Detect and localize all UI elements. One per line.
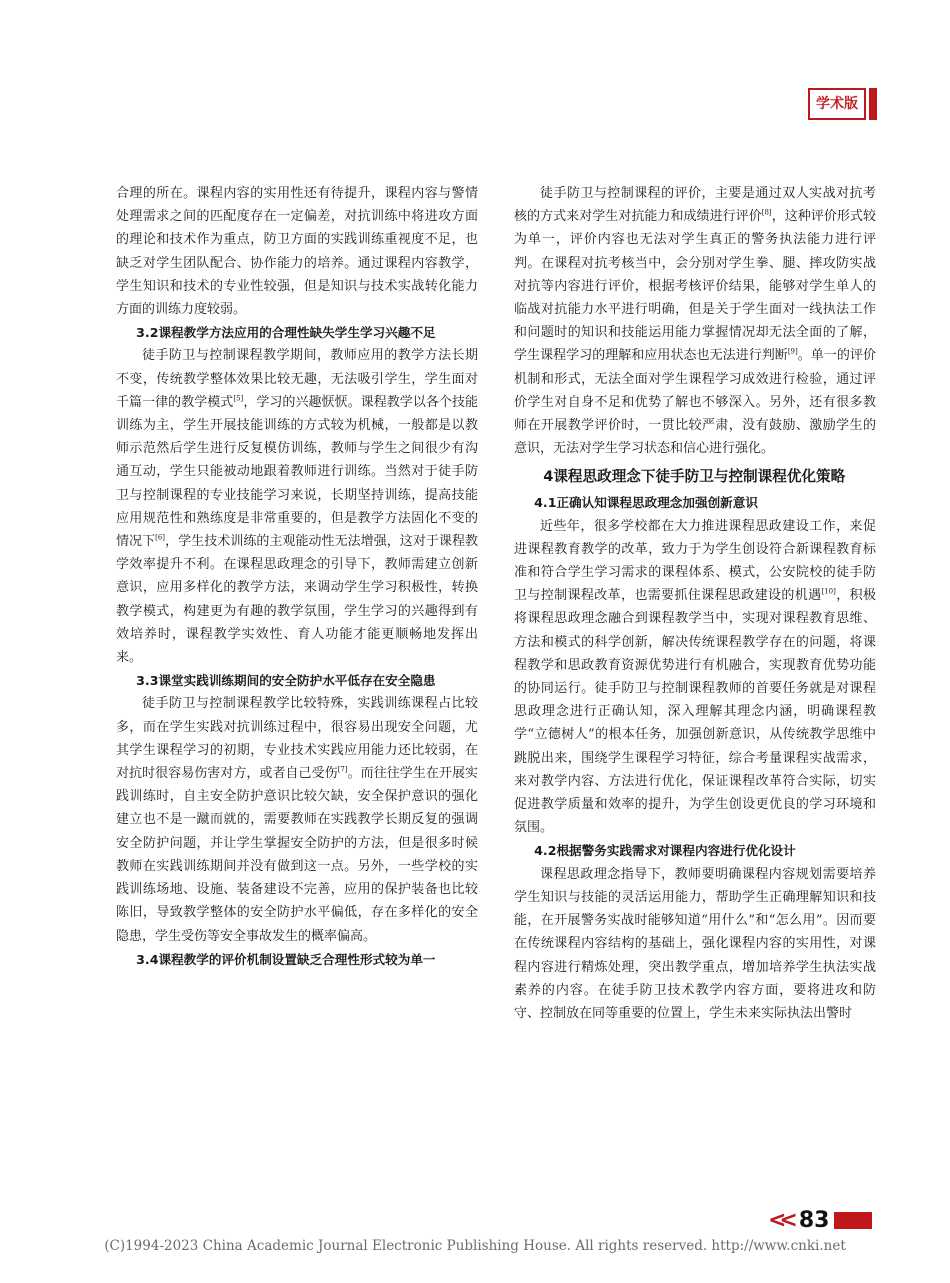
right-column: [514, 182, 876, 1025]
paragraph: 合理的所在。课程内容的实用性还有待提升，课程内容与警情处理需求之间的匹配度存在一定偏差，对抗训练中将进攻方面的理论和技术作为重点，防卫方面的实践训练重视度不足，也缺乏对学生团队配合、协作能力的培养。通过课程内容教学，学生知识和技术的专业性较强，但是知识与技术实战转化能力方面的训练力度较弱。: [116, 186, 478, 318]
text-run: ，学生技术训练的主观能动性无法增强，这对于课程教学效率提升不利。在课程思政理念的引导下，教师需建立创新意识，应用多样化的教学方法，来调动学生学习积极性，转换教学模式，构建更为有趣的教学氛围，学生学习的兴趣得到有效培养时，课程教学实效性、育人功能才能更顺畅地发挥出来。: [116, 534, 478, 666]
text-run: 。而往往学生在开展实践训练时，自主安全防护意识比较欠缺，安全保护意识的强化建立也不是一蹴而就的，需要教师在实践教学长期反复的强调安全防护问题，并让学生掌握安全防护的方法，但是很多时候教师在实践训练期间并没有做到这一点。另外，一些学校的实践训练场地、设施、装备建设不完善，应用的保护装备也比较陈旧，导致教学整体的安全防护水平偏低，存在多样化的安全隐患，学生受伤等安全事故发生的概率偏高。: [116, 766, 478, 944]
section-heading-3-4: 3.4课程教学的评价机制设置缺乏合理性形式较为单一: [136, 951, 436, 967]
left-column: [116, 182, 478, 971]
journal-badge-wrap: [808, 88, 877, 120]
journal-section-badge: 学术版: [808, 88, 866, 120]
section-heading-4-2: 4.2根据警务实践需求对课程内容进行优化设计: [534, 843, 796, 859]
section-heading-3-2: 3.2课程教学方法应用的合理性缺失学生学习兴趣不足: [136, 325, 436, 341]
paragraph: [116, 692, 478, 947]
text-run: 徒手防卫与控制课程教学比较特殊，实践训练课程占比较多，而在学生实践对抗训练过程中，很容易出现安全问题，尤其学生课程学习的初期，专业技术实践应用能力还比较弱，在对抗时很容易伤害对方，或者自己受伤: [116, 696, 478, 782]
badge-accent-bar: [869, 88, 877, 120]
chapter-heading-4: 4课程思政理念下徒手防卫与控制课程优化策略: [543, 468, 846, 486]
citation-ref: [8]: [761, 208, 772, 217]
copyright-footer: (C)1994-2023 China Academic Journal Electronic Publishing House. All rights reserved. http://www.cnki.net: [104, 1238, 846, 1254]
text-run: ，这种评价形式较为单一，评价内容也无法对学生真正的警务执法能力进行评判。在课程对抗考核当中，会分别对学生拳、腿、摔攻防实战对抗等内容进行评价，根据考核评价结果，能够对学生单人的临战对抗能力水平进行明确，但是关于学生面对一线执法工作和问题时的知识和技能运用能力掌握情况却无法全面的了解，学生课程学习的理解和应用状态也无法进行判断: [514, 209, 876, 364]
citation-ref: [10]: [821, 587, 836, 596]
paragraph: 课程思政理念指导下，教师要明确课程内容规划需要培养学生知识与技能的灵活运用能力，帮助学生正确理解知识和技能，在开展警务实战时能够知道“用什么”和“怎么用”。因而要在传统课程内容结构的基础上，强化课程内容的实用性，对课程内容进行精炼处理，突出教学重点，增加培养学生执法实战素养的内容。在徒手防卫技术教学内容方面，要将进攻和防守、控制放在同等重要的位置上，学生未来实际执法出警时: [514, 866, 876, 1021]
citation-ref: [5]: [233, 394, 244, 403]
citation-ref: [7]: [337, 765, 348, 774]
page-number-block: [768, 1208, 872, 1232]
citation-ref: [9]: [787, 348, 798, 357]
paragraph: [514, 515, 876, 840]
text-run: ，积极将课程思政理念融合到课程教学当中，实现对课程教育思维、方法和模式的科学创新，解决传统课程教学存在的问题，将课程教学和思政教育资源优势进行有机融合，实现教育优势功能的协同运行。徒手防卫与控制课程教师的首要任务就是对课程思政理念进行正确认知，深入理解其理念内涵，明确课程教学“立德树人”的根本任务，加强创新意识，从传统教学思维中跳脱出来，围绕学生课程学习特征，综合考量课程实战需求，来对教学内容、方法进行优化，保证课程改革符合实际，切实促进教学质量和效率的提升，为学生创设更优良的学习环境和氛围。: [514, 588, 876, 836]
text-run: 近些年，很多学校都在大力推进课程思政建设工作，来促进课程教育教学的改革，致力于为学生创设符合新课程教育标准和符合学生学习需求的课程体系、模式，公安院校的徒手防卫与控制课程改革，也需要抓住课程思政建设的机遇: [514, 518, 876, 604]
page-accent-bar: [834, 1212, 872, 1229]
text-run: 。单一的评价机制和形式，无法全面对学生课程学习成效进行检验，通过评价学生对自身不足和优势了解也不够深入。另外，还有很多教师在开展教学评价时，一贯比较严肃，没有鼓励、激励学生的意识，无法对学生学习状态和信心进行强化。: [514, 348, 876, 457]
citation-ref: [6]: [155, 533, 166, 542]
paragraph: [116, 344, 478, 669]
section-heading-3-3: 3.3课堂实践训练期间的安全防护水平低存在安全隐患: [136, 673, 436, 689]
section-heading-4-1: 4.1正确认知课程思政理念加强创新意识: [534, 495, 758, 511]
text-run: ，学习的兴趣恹恹。课程教学以各个技能训练为主，学生开展技能训练的方式较为机械，一般都是以教师示范然后学生进行反复模仿训练，教师与学生之间很少有沟通互动，学生只能被动地跟着教师进行训练。当然对于徒手防卫与控制课程的专业技能学习来说，长期坚持训练，提高技能应用规范性和熟练度是非常重要的，但是教学方法固化不变的情况下: [116, 394, 478, 550]
text-run: 徒手防卫与控制课程教学期间，教师应用的教学方法长期不变，传统教学整体效果比较无趣，无法吸引学生，学生面对千篇一律的教学模式: [116, 348, 478, 410]
page-number: 83: [798, 1207, 830, 1233]
paragraph: [514, 182, 876, 460]
text-run: 徒手防卫与控制课程的评价，主要是通过双人实战对抗考核的方式来对学生对抗能力和成绩进行评价: [514, 186, 876, 225]
double-chevron-left-icon: <<: [768, 1207, 791, 1233]
